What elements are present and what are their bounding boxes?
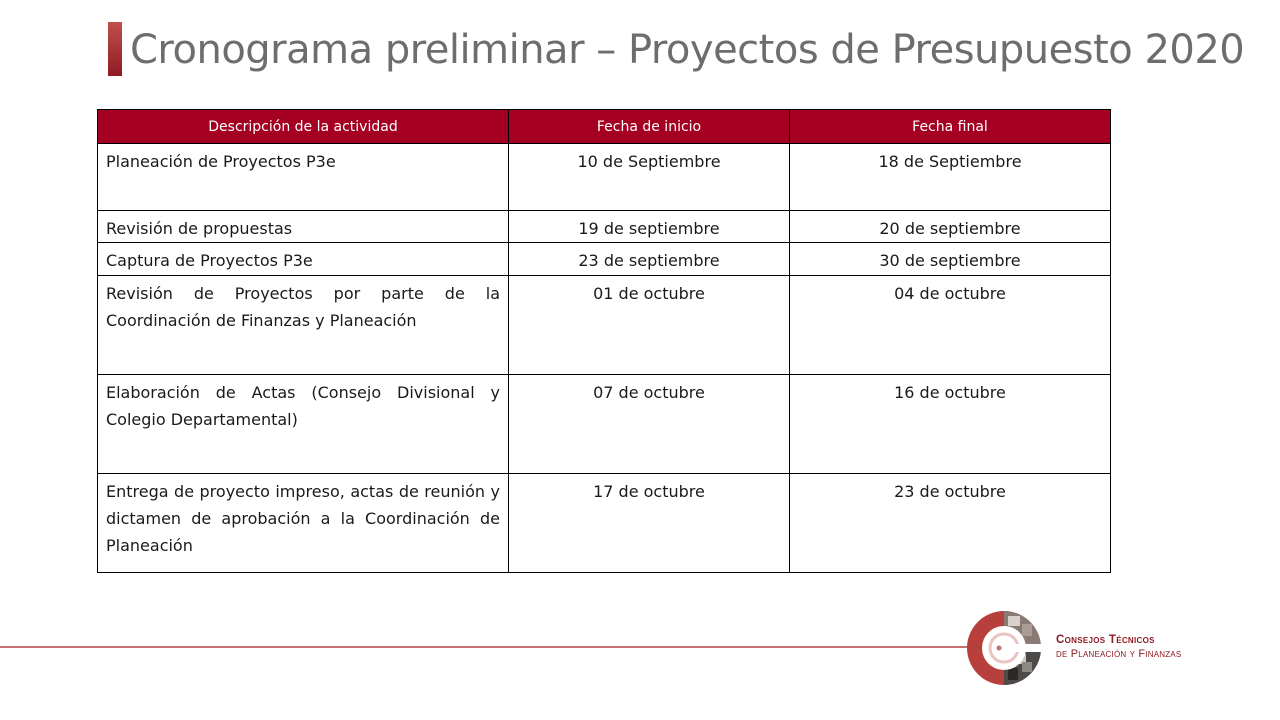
cell-actividad: Revisión de Proyectos por parte de la Coordinación de Finanzas y Planeación bbox=[98, 276, 509, 375]
cell-fecha-final: 16 de octubre bbox=[790, 375, 1111, 474]
cell-fecha-inicio: 17 de octubre bbox=[509, 474, 790, 573]
cell-actividad: Elaboración de Actas (Consejo Divisional y Colegio Departamental) bbox=[98, 375, 509, 474]
table-row bbox=[98, 474, 1111, 573]
table-row bbox=[98, 211, 1111, 243]
logo-line-1: Consejos Técnicos bbox=[1056, 634, 1155, 646]
consejos-tecnicos-logo-icon bbox=[966, 610, 1042, 686]
table-header-row bbox=[98, 110, 1111, 144]
cell-fecha-inicio: 01 de octubre bbox=[509, 276, 790, 375]
cell-fecha-inicio: 07 de octubre bbox=[509, 375, 790, 474]
cell-fecha-inicio: 23 de septiembre bbox=[509, 243, 790, 276]
logo-wordmark bbox=[1056, 633, 1181, 661]
header-fecha-final: Fecha final bbox=[790, 110, 1111, 144]
table-row bbox=[98, 144, 1111, 211]
title-accent-bar bbox=[108, 22, 122, 76]
header-descripcion: Descripción de la actividad bbox=[98, 110, 509, 144]
cell-fecha-inicio: 19 de septiembre bbox=[509, 211, 790, 243]
cell-fecha-final: 30 de septiembre bbox=[790, 243, 1111, 276]
footer-rule bbox=[0, 646, 1000, 648]
cell-actividad: Captura de Proyectos P3e bbox=[98, 243, 509, 276]
logo-line-2: de Planeación y Finanzas bbox=[1056, 648, 1182, 660]
header-fecha-inicio: Fecha de inicio bbox=[509, 110, 790, 144]
cell-fecha-inicio: 10 de Septiembre bbox=[509, 144, 790, 211]
table-row bbox=[98, 375, 1111, 474]
cell-fecha-final: 04 de octubre bbox=[790, 276, 1111, 375]
cell-fecha-final: 23 de octubre bbox=[790, 474, 1111, 573]
cell-fecha-final: 18 de Septiembre bbox=[790, 144, 1111, 211]
cell-actividad: Entrega de proyecto impreso, actas de reunión y dictamen de aprobación a la Coordinación de Planeación bbox=[98, 474, 509, 573]
cell-actividad: Revisión de propuestas bbox=[98, 211, 509, 243]
schedule-table bbox=[97, 109, 1111, 573]
slide-title: Cronograma preliminar – Proyectos de Presupuesto 2020 bbox=[130, 27, 1245, 73]
cell-actividad: Planeación de Proyectos P3e bbox=[98, 144, 509, 211]
cell-fecha-final: 20 de septiembre bbox=[790, 211, 1111, 243]
table-row bbox=[98, 276, 1111, 375]
table-row bbox=[98, 243, 1111, 276]
